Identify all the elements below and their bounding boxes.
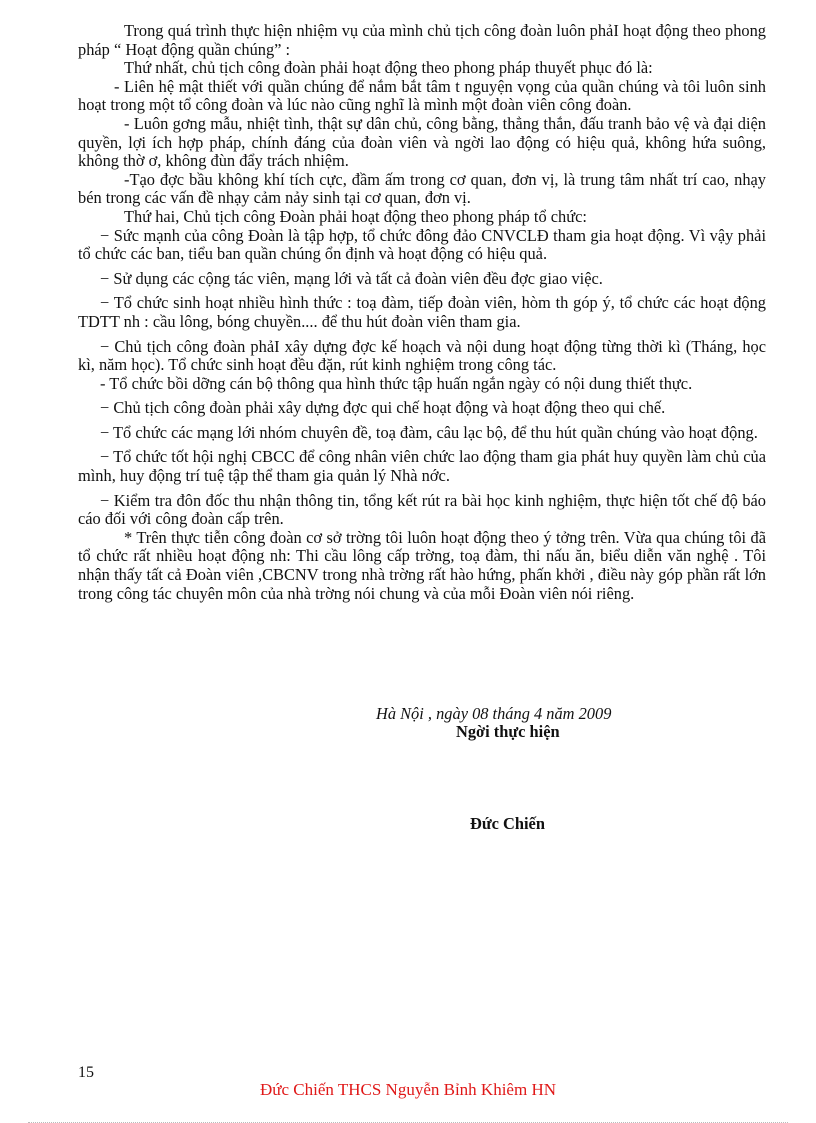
paragraph-item: − Chủ tịch công đoàn phảI xây dựng đợc kế hoạch và nội dung hoạt động từng thời kì (Tháng, học kì, năm học). Tổ chức sinh hoạt đều đặn, rút kinh nghiệm trong công tác. bbox=[78, 336, 766, 375]
paragraph-method-2-heading: Thứ hai, Chủ tịch công Đoàn phải hoạt động theo phong pháp tổ chức: bbox=[124, 206, 587, 226]
paragraph-item: - Tổ chức bồi dỡng cán bộ thông qua hình thức tập huấn ngắn ngày có nội dung thiết thực. bbox=[100, 373, 693, 393]
paragraph-item: − Tổ chức tốt hội nghị CBCC để công nhân viên chức lao động tham gia phát huy quyền làm chủ của mình, huy động trí tuệ tập thể tham gia quản lý Nhà nớc. bbox=[78, 447, 766, 486]
page-number: 15 bbox=[78, 1064, 94, 1081]
paragraph-item: -Tạo đợc bầu không khí tích cực, đầm ấm trong cơ quan, đơn vị, là trung tâm nhất trí cao, nhạy bén trong các vấn đề nhạy cảm nảy sinh tại cơ quan, đơn vị. bbox=[78, 169, 766, 208]
paragraph-item: − Tổ chức các mạng lới nhóm chuyên đề, toạ đàm, câu lạc bộ, để thu hút quần chúng vào hoạt động. bbox=[100, 422, 758, 442]
paragraph-item: − Sức mạnh của công Đoàn là tập hợp, tổ chức đông đảo CNVCLĐ tham gia hoạt động. Vì vậy phải tổ chức các ban, tiểu ban quần chúng ổn định và hoạt động có hiệu quả. bbox=[78, 225, 766, 264]
paragraph-item: - Luôn gơng mẫu, nhiệt tình, thật sự dân chủ, công bằng, thẳng thắn, đấu tranh bảo vệ và đại diện quyền, lợi ích hợp pháp, chính đáng của đoàn viên và ngời lao động có hiệu quả, không hứa suông, không thờ ơ, không đùn đẩy trách nhiệm. bbox=[78, 113, 766, 171]
paragraph-item: - Liên hệ mật thiết với quần chúng để nắm bắt tâm t nguyện vọng của quần chúng và tôi luôn sinh hoạt trong một tổ công đoàn và lúc nào cũng nghĩ là mình một đoàn viên công đoàn. bbox=[78, 76, 766, 115]
paragraph-intro: Trong quá trình thực hiện nhiệm vụ của mình chủ tịch công đoàn luôn phảI hoạt động theo phong pháp “ Hoạt động quần chúng” : bbox=[78, 21, 766, 59]
document-body bbox=[78, 22, 766, 603]
paragraph-item: − Sử dụng các cộng tác viên, mạng lới và tất cả đoàn viên đều đợc giao việc. bbox=[100, 268, 603, 288]
paragraph-item: − Tổ chức sinh hoạt nhiều hình thức : toạ đàm, tiếp đoàn viên, hòm th góp ý, tổ chức các hoạt động TDTT nh : cầu lông, bóng chuyền.... để thu hút đoàn viên tham gia. bbox=[78, 293, 766, 331]
signature-role: Ngời thực hiện bbox=[456, 722, 560, 741]
signature-date: Hà Nội , ngày 08 tháng 4 năm 2009 bbox=[376, 704, 612, 723]
paragraph-conclusion: * Trên thực tiễn công đoàn cơ sở trờng tôi luôn hoạt động theo ý tởng trên. Vừa qua chúng tôi đã tổ chức rất nhiều hoạt động nh: Thi cầu lông cấp trờng, toạ đàm, thi nấu ăn, biểu diễn văn nghệ . Tôi nhận thấy tất cả Đoàn viên ,CBCNV trong nhà trờng rất hào hứng, phấn khởi , điều này góp phần rất lớn trong công tác chuyên môn của nhà trờng nói chung và của mỗi Đoàn viên nói riêng. bbox=[78, 527, 766, 603]
signature-name: Đức Chiến bbox=[470, 814, 545, 833]
paragraph-item: − Chủ tịch công đoàn phải xây dựng đợc qui chế hoạt động và hoạt động theo qui chế. bbox=[100, 398, 666, 418]
paragraph-method-1-heading: Thứ nhất, chủ tịch công đoàn phải hoạt động theo phong pháp thuyết phục đó là: bbox=[124, 58, 653, 78]
paragraph-item: − Kiểm tra đôn đốc thu nhận thông tin, tổng kết rút ra bài học kinh nghiệm, thực hiện tốt chế độ báo cáo đối với công đoàn cấp trên. bbox=[78, 490, 766, 529]
page-footer: Đức Chiến THCS Nguyễn Bỉnh Khiêm HN bbox=[260, 1080, 556, 1099]
